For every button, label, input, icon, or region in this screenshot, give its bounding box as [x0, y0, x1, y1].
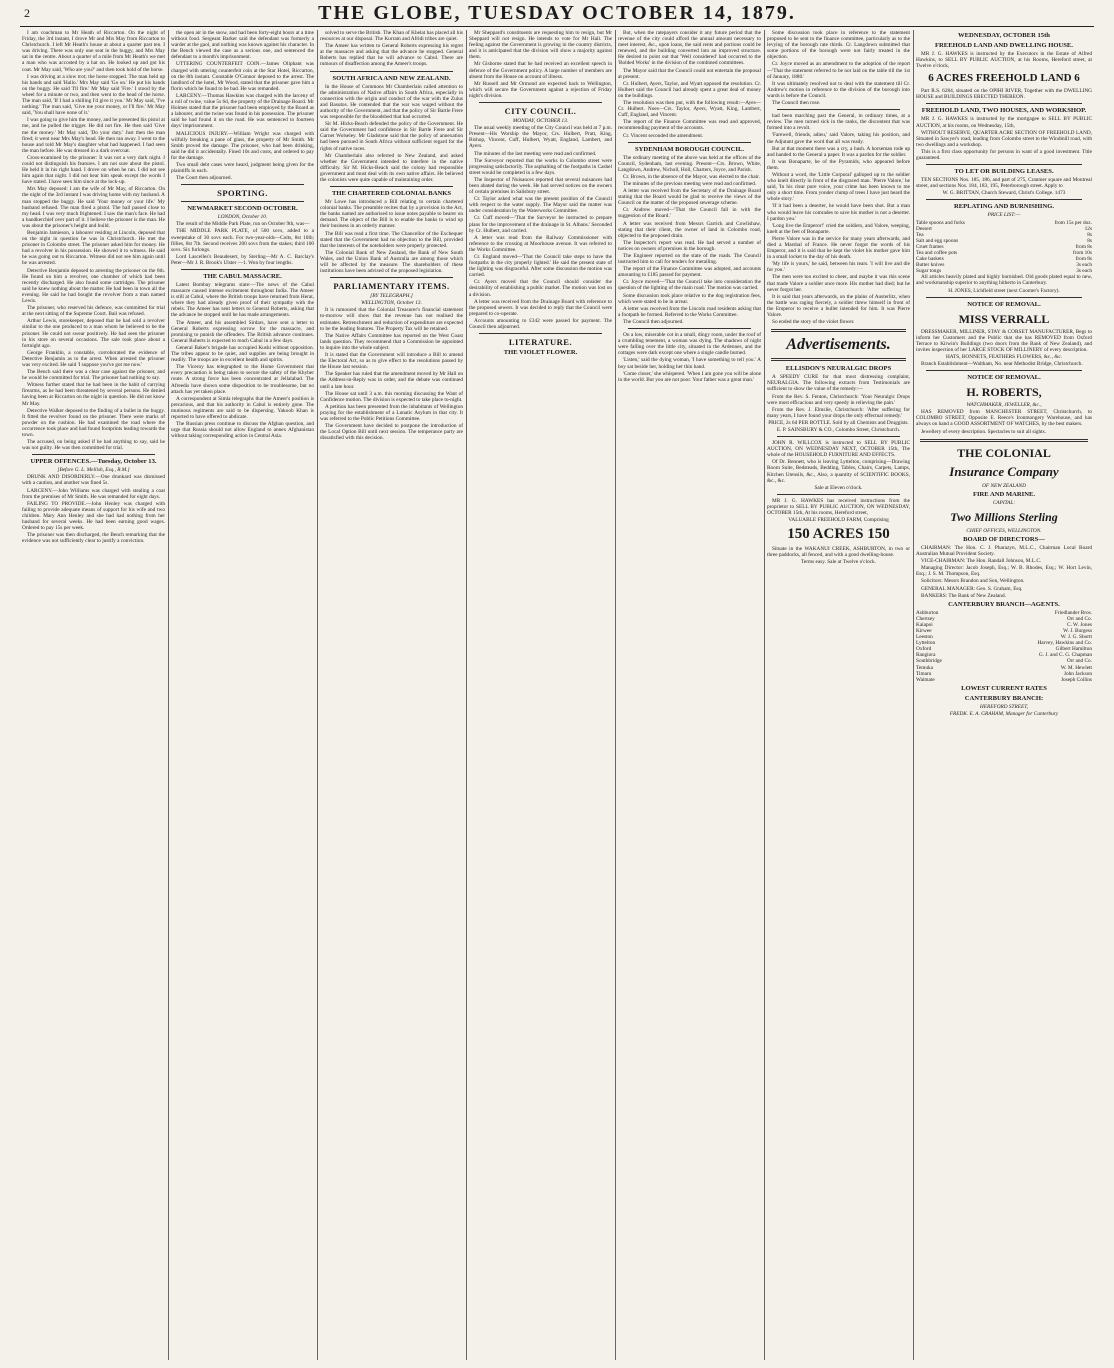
dateline: LONDON, October 10. [217, 214, 268, 221]
ad-paragraph: A SPEEDY CURE for that most distressing complaint, NEURALGIA. The following extracts from Testimonials are sufficient to show the value of the remedy:— [767, 374, 910, 393]
section-rule [330, 277, 453, 278]
agent-row: Ashburton Friedlander Bros. [916, 609, 1092, 616]
article-paragraph: The Court then adjourned. [176, 175, 232, 182]
ad-paragraph: JOHN R. WILLCOX is instructed to SELL BY PUBLIC AUCTION, ON WEDNESDAY NEXT, OCTOBER 15th, The whole of the HOUSEHOLD FURNITURE AND EFFECTS. [767, 440, 910, 459]
price-list-label: PRICE LIST:— [987, 212, 1021, 219]
agent-row: Kaiapoi C. W. Jones [916, 621, 1092, 628]
story-paragraph: On a low, miserable cot in a small, dingy room, under the roof of a crumbling tenement, a woman was dying. The shadows of night were falling over the little city, situated in the Ardennes, and the cottages were dark except one where a single candle burned. [618, 332, 761, 357]
ad-contact: H. JONES, Lichfield street (next Coomer's Factory). [948, 287, 1060, 294]
ad-title: REPLATING AND BURNISHING. [953, 203, 1055, 211]
ad-paragraph: Branch Establishment—Waltham, No. near Methodist Bridge, Christchurch. [921, 361, 1083, 368]
agents-heading: CANTERBURY BRANCH—AGENTS. [948, 600, 1060, 608]
ad-contact: W. G. BRITTAN, Church Steward, Christ's College. 1473 [942, 190, 1066, 197]
ad-paragraph: HATS, BONNETS, FEATHERS FLOWERS, &c., &c. [945, 354, 1063, 360]
capital-label: CAPITAL: [992, 499, 1016, 506]
price-row: Cruet frames from 8s [916, 243, 1092, 250]
article-paragraph: A letter was received from the Lincoln road residents asking that a footpath be formed. Referred to the Works Committee. [618, 305, 761, 318]
ad-paragraph: VICE-CHAIRMAN: The Hon. Randall Johnson, M.L.C. [921, 558, 1042, 565]
literature-heading: LITERATURE. [508, 337, 573, 348]
story-paragraph: 'Come closer,' she whispered. 'When I am gone you will be alone in the world. But you are not poor. Your father was a great man.' [618, 370, 761, 383]
section-rule [777, 494, 900, 495]
article-paragraph: Cross-examined by the prisoner: It was not a very dark night. I could not distinguish his features. I am not sure about the pistol. He held it in his right hand. I drove on when he ran. I did not see him again that night. I did not hear him speak except the words I have stated. I have seen him since at the lock-up. [22, 154, 165, 186]
price-row: Sugar tongs 3s each [916, 268, 1092, 275]
price-row: Dessert 12s [916, 225, 1092, 232]
agent-row: Timaru John Jackson [916, 670, 1092, 677]
dateline: WELLINGTON, October 13. [361, 300, 422, 307]
article-paragraph: FAILING TO PROVIDE.—John Henley was charged with failing to provide adequate means of support for his wife and two children. Mary Ann Henley and she had had nothing from her husband for several weeks. He had been earning good wages. Ordered to pay 15s per week. [22, 500, 165, 532]
price-row: Table spoons and forks from 15s per doz. [916, 219, 1092, 226]
agent-row: Waimate Joseph Collins [916, 676, 1092, 683]
story-paragraph: 'Listen,' said the dying woman, 'I have something to tell you.' A boy sat beside her, holding her thin hand. [618, 357, 761, 370]
article-paragraph: It is stated that the Government will introduce a Bill to amend the Electoral Act, so as to give effect to the resolutions passed by the House last session. [320, 352, 463, 371]
agents-list [916, 610, 1092, 683]
column-6 [767, 30, 910, 1360]
article-paragraph: Arthur Lewis, storekeeper, deposed that he had sold a revolver similar to the one produced to a man whom he believed to be the prisoner. He could not swear positively. He had seen the prisoner in his store on several occasions. The sale took place about a fortnight ago. [22, 318, 165, 349]
ad-paragraph: From the Rev. S. Fenton, Christchurch: 'Your Neuralgic Drops were most efficacious and very speedy in relieving the pain.' [767, 393, 910, 406]
article-paragraph: Mr Russell and Mr Ormond are expected back to Wellington, which will secure the Government against a rejection of Friday night's division. [469, 80, 612, 99]
agent-row: Rangiora G. J. and C. G. Chapman [916, 652, 1092, 659]
ad-paragraph: Solicitors: Messrs Brandon and Son, Wellington. [921, 578, 1025, 585]
ad-paragraph: All articles heavily plated and highly burnished. Old goods plated equal to new, and workmanship superior to anything hitherto in Canterbury. [916, 274, 1092, 287]
article-paragraph: The Bill was read a first time. The Chancellor of the Exchequer stated that the Government had no objection to the Bill, provided that the interests of the noteholders were properly protected. [320, 230, 463, 249]
court-subheading: [Before G. L. Mellish, Esq., R.M.] [57, 467, 130, 474]
section-rule [920, 439, 1088, 442]
article-paragraph: Mrs May deposed: I am the wife of Mr May, of Riccarton. On the night of the 3rd instant I was driving home with my husband. A man stopped the buggy. He said 'Your money or your life.' My husband refused. The man fired a pistol. The ball passed close to my head. I was very much frightened. I saw the man's face. He had a handkerchief over part of it. I believe the prisoner is the man. He was about the prisoner's height and build. [22, 186, 165, 229]
article-paragraph: the open air in the snow, and had been forty-eight hours at a time without food. Sergeant Barker said the defendant was formerly a warder at the gaol, and nothing was known against his character. In the Bench viewed the case as a serious one, and sentenced the defendant to a month's imprisonment. [171, 30, 314, 61]
article-paragraph: I was driving at a slow trot; the horse stopped. The man held up his hands and said 'Hallo.' Mrs May said 'Go on.' He put his hands on the buggy. He said 'I'll fire.' Mr May said 'Fire.' I stood by the wheel for a minute or two, and then went to the head of the horse. The man said, 'If I had a shilling I'd give it you.' Mr May said, 'I've nothing.' The man said, 'Give me your money, or I'll fire.' Mr May said, 'You shall have none of it.' [22, 73, 165, 117]
advertisements-heading: Advertisements. [786, 336, 891, 354]
advertiser-name: H. ROBERTS, [966, 385, 1042, 400]
section-rule [777, 436, 900, 437]
article-paragraph: The Viceroy has telegraphed to the Home Government that every precaution is being taken to secure the safety of the Khyber route. A strong force has been concentrated at Jellalabad. The Afreedis have shown some disposition to be troublesome, but no attack has yet taken place. [171, 364, 314, 395]
article-paragraph: The Council then adjourned. [623, 318, 684, 325]
story-paragraph: The men were too excited to cheer, and maybe it was this scene that made Valore a soldier once more. His mother had died; but he never forgot her. [767, 274, 910, 293]
article-paragraph: Mr Sheppard's constituents are requesting him to resign, but Mr Sheppard will not resign. He intends to vote for Mr Hall. The feeling against the Government is growing in the country districts, and it is anticipated that the division will show a majority against them. [469, 30, 612, 61]
newmarket-heading: NEWMARKET SECOND OCTOBER. [187, 205, 298, 213]
article-paragraph: I am coachman to Mr Heath of Riccarton. On the night of Friday, the 3rd instant, I drove Mr and Mrs May from Riccarton to Christchurch. I left Mr Heath's house at about a quarter past ten. I was driving. There was only one seat in the buggy, and Mrs May sat in the centre. About a quarter of a mile from Mr Heath's we met a man who was accosted by a hat on. He looked up and got his coat. Mr May said, 'Who are you?' and then took hold of the horse. [22, 30, 165, 73]
ad-title: TO LET OR BUILDING LEASES. [954, 168, 1054, 176]
article-paragraph: DRUNK AND DISORDERLY.—One drunkard was dismissed with a caution, and another was fined 5s. [22, 474, 165, 487]
article-paragraph: Cr. England moved—'That the Council take steps to have the footpaths in the city properly lighted.' He said the present state of the lighting was disgraceful. After some discussion the motion was carried. [469, 254, 612, 279]
article-paragraph: I was going to give him the money, and he presented his pistol at me, and he pulled the trigger. He did not fire. He then said 'Give me the money.' Mr May said, 'Do your duty.' Just then the man fired; it went near Mrs May's head. He then ran away. I went to the house and told Mr May's daughter what had happened. I had seen the man before. He was dressed in a dark overcoat. [22, 117, 165, 154]
section-rule [926, 103, 1082, 104]
section-rule [330, 71, 453, 72]
insurance-capital: Two Millions Sterling [950, 509, 1058, 524]
section-rule [777, 109, 900, 110]
section-rule [181, 269, 304, 270]
parliamentary-heading: PARLIAMENTARY ITEMS. [333, 281, 450, 292]
agent-row: Chertsey Orr and Co. [916, 615, 1092, 622]
article-paragraph: The Surveyor reported that the works in Colombo street were progressing satisfactorily. The asphalting of the footpaths in Cashel street would be completed in a few days. [469, 157, 612, 176]
column-3 [320, 30, 463, 1360]
article-paragraph: A petition has been presented from the inhabitants of Wellington praying for the establishment of a Lunatic Asylum in that city. It was referred to the Public Petitions Committee. [320, 403, 463, 422]
ad-agent: E. P. SAINSBURY & CO., Colombo Street, Christchurch. [776, 426, 901, 433]
price-list [916, 220, 1092, 275]
column-rule [317, 30, 318, 1360]
insurance-line: FIRE AND MARINE. [972, 490, 1036, 498]
section-rule [330, 186, 453, 187]
story-paragraph: It was Bonaparte, he of the Pyramids, who appeared before them. [767, 158, 910, 171]
section-rule [926, 199, 1082, 200]
article-paragraph: A letter was read from the Railway Commissioner with reference to the crossing at Moorhouse avenue. It was referred to the Works Committee. [469, 234, 612, 253]
article-paragraph: The Speaker has ruled that the amendment moved by Mr Hall on the Address-in-Reply was in order, and the debate was continued until a late hour. [320, 371, 463, 390]
story-paragraph: So ended the story of the violet flower. [772, 319, 855, 326]
ad-paragraph: Part R.S. 6284, situated on the OPIHI RIVER, Together with the DWELLING HOUSE and BUILDINGS ERECTED THEREON. [916, 88, 1092, 101]
section-rule [628, 142, 751, 143]
article-paragraph: Witness further stated that he had been in the habit of carrying firearms, as he had been threatened by several persons. He denied having been at Riccarton on the night in question. He did not know Mr May. [22, 382, 165, 407]
agent-row: Oxford Gilbert Hamilton [916, 646, 1092, 653]
article-paragraph: A letter was received from Messrs Garrick and Cowlishaw, stating that their client, the owner of land in Colombo road, objected to the proposed drain. [618, 220, 761, 239]
agent-row: Southbridge Orr and Co. [916, 658, 1092, 665]
article-paragraph: Sir M. Hicks-Beach defended the policy of the Government. He said the Government had confidence in Sir Bartle Frere and Sir Garnet Wolseley. Mr Gladstone said that the policy of annexation had been pursued in South Africa without sufficient regard for the rights of native races. [320, 121, 463, 152]
story-paragraph: It is said that years afterwards, on the plains of Austerlitz, when the battle was raging fiercely, a soldier threw himself in front of the Emperor to receive a bullet intended for him. It was Pierre Valore. [767, 293, 910, 319]
ad-paragraph: Managing Director: Jacob Joseph, Esq.; W. B. Rhodes, Esq.; W. Hort Levin, Esq.; J. S. M. Thompson, Esq. [916, 565, 1092, 578]
ad-paragraph: MR J. G. HAWKES is instructed by the mortgagee to SELL BY PUBLIC AUCTION, at his rooms, on Wednesday, 15th, [916, 116, 1092, 129]
ad-paragraph: MR J. G. HAWKES is instructed by the Executors in the Estate of Alfred Hawkins, to SELL BY PUBLIC AUCTION, at his Rooms, Hereford street, at Twelve o'clock, [916, 51, 1092, 70]
story-paragraph: 'Long live the Emperor!' cried the soldiers, and Valore, weeping, knelt at the feet of Bonaparte. [767, 222, 910, 235]
article-paragraph: Cr. Ayers moved that the Council should consider the desirability of establishing a public market. The motion was lost on a division. [469, 279, 612, 298]
article-paragraph: Some discussion took place relative to the dog registration fees, which were stated to be in arrear. [618, 292, 761, 305]
section-rule [181, 184, 304, 185]
article-paragraph: Cr. Taylor asked what was the present position of the Council with respect to the water supply. The Mayor said the matter was under consideration by the Waterworks Committee. [469, 196, 612, 215]
article-paragraph: Cr. Andrew moved—'That the Council fall in with the suggestion of the Board.' [618, 207, 761, 220]
sporting-heading: SPORTING. [217, 188, 268, 199]
article-paragraph: THE MIDDLE PARK PLATE, of 500 sovs, added to a sweepstake of 30 sovs each. For two-year-olds—Colts, 8st 10lb; fillies, 8st 7lb. Second receives 200 sovs from the stakes; third 100 sovs. Six furlongs. [171, 228, 314, 253]
ad-paragraph: TEN SECTIONS Nos. 185, 186, and part of 275, Cranmer square and Montreal street, and sections Nos. 184, 183, 195, Peterborough street. Apply to [916, 177, 1092, 190]
article-paragraph: solved to serve the British. The Khan of Khelat has placed all his resources at our disposal. The Kurram and Afridi tribes are quiet. [320, 30, 463, 43]
branch-heading: CANTERBURY BRANCH: [964, 694, 1044, 702]
branch-manager: FREDK. E. A. GRAHAM, Manager for Canterbury [949, 710, 1059, 717]
article-paragraph: The prisoner was then discharged, the Bench remarking that the evidence was not sufficiently clear to justify a conviction. [22, 532, 165, 545]
article-paragraph: Cr. Cuff moved—'That the Surveyor be instructed to prepare plans for the improvement of the drainage in St. Albans.' Seconded by Cr. Hulbert, and carried. [469, 215, 612, 234]
newspaper-title: THE GLOBE, TUESDAY OCTOBER 14, 1879. [318, 2, 796, 24]
article-paragraph: MALICIOUS INJURY.—William Wright was charged with wilfully breaking a pane of glass, the property of Mr Smith. Mr Smith proved the damage. The prisoner, who had been drinking, said he did it accidentally. Fined 10s and costs, and ordered to pay for the damage. [171, 130, 314, 161]
story-paragraph: But at that moment there was a cry, a hush. A horseman rode up and handed to the General a paper. It was a pardon for the soldier. [767, 145, 910, 158]
board-heading: BOARD OF DIRECTORS— [963, 535, 1045, 543]
column-rule [168, 30, 169, 1360]
column-4 [469, 30, 612, 1360]
ad-title: NOTICE OF REMOVAL. [967, 374, 1041, 382]
article-paragraph: The Government have decided to postpone the introduction of the Local Option Bill until next session. The temperance party are dissatisfied with this decision. [320, 423, 463, 442]
price-row: Tea and coffee pots from 10s [916, 249, 1092, 256]
ad-paragraph: BANKERS: The Bank of New Zealand. [921, 592, 1006, 599]
ad-price: PRICE, 2s 6d PER BOTTLE. Sold by all Chemists and Druggists. [768, 419, 909, 426]
article-paragraph: Detective Walker deposed to the finding of a bullet in the buggy. It fitted the revolver found on the prisoner. There were marks of powder on the cushion. He had examined the road where the occurrence took place and had found footprints leading towards the town. [22, 407, 165, 438]
ad-paragraph: From the Rev. J. Elmslie, Christchurch: 'After suffering for many years, I have found your drops the only effectual remedy.' [767, 406, 910, 419]
article-paragraph: George Franklin, a constable, corroborated the evidence of Detective Benjamin as to the arrest. When arrested the prisoner was very excited. He said 'I suppose you've got me now.' [22, 349, 165, 368]
ad-paragraph: This is a first class opportunity for persons in want of a good investment. Title guaranteed. [916, 148, 1092, 162]
column-5 [618, 30, 761, 1360]
section-rule [771, 329, 906, 332]
article-paragraph: The Mayor said that the Council could not entertain the proposal at present. [618, 67, 761, 80]
article-paragraph: The House sat until 3 a.m. this morning discussing the Want of Confidence motion. The division is expected to take place to-night. [320, 390, 463, 403]
agent-row: Temuka W. M. Hewlett [916, 664, 1092, 671]
agent-row: Lyttelton Harvey, Hawkins and Co. [916, 640, 1092, 647]
article-paragraph: The usual weekly meeting of the City Council was held at 7 p.m. Present—His Worship the Mayor, Crs. Hulbert, Pratt, King, Bishop, Vincent, Cuff, Hulbert, Wyatt, England, Lambert, and Ayers. [469, 125, 612, 150]
article-paragraph: The report of the Finance Committee was adopted, and accounts amounting to £185 passed for payment. [618, 266, 761, 279]
article-paragraph: The resolution was then put, with the following result:—Ayes—Cr. Hulbert. Noes—Crs. Taylor, Ayers, Wyatt, King, Lambert, Cuff, England, and Vincent. [618, 100, 761, 119]
article-paragraph: Latest Bombay telegrams state:—The news of the Cabul massacre caused intense excitement throughout India. The Ameer is still at Cabul, where the British troops have returned from Herat, where they had already given proof of their sympathy with the rebels. The Ameer has sent letters to General Roberts, asking that the advance be stopped until he has made arrangements. [171, 282, 314, 319]
story-title: THE VIOLET FLOWER. [503, 349, 578, 357]
rates-heading: LOWEST CURRENT RATES [961, 684, 1047, 692]
article-paragraph: A letter was received from the Secretary of the Drainage Board stating that the Board would be glad to receive the views of the Council on the matter of the proposed sewerage scheme. [618, 188, 761, 207]
article-paragraph: The Bench said there was a clear case against the prisoner, and he would be committed for trial. The prisoner had nothing to say. [22, 369, 165, 382]
article-paragraph: Cr. Hulbert, Ayers, Taylor, and Wyatt opposed the resolution. Cr. Hulbert said the Council had already spent a great deal of money on the buildings. [618, 80, 761, 99]
column-rule [466, 30, 467, 1360]
advertiser-name: MISS VERRALL [958, 311, 1050, 326]
agent-row: Kirwee W. J. Burgess [916, 627, 1092, 634]
column-7 [916, 30, 1092, 1360]
story-paragraph: 'Farewell, friends, adieu,' said Valore, taking his position, and the Adjutant gave the word that all was ready. [767, 132, 910, 145]
ad-sale-time: Terms easy. Sale at Twelve o'clock. [801, 559, 876, 566]
banks-heading: THE CHARTERED COLONIAL BANKS [331, 190, 452, 198]
article-paragraph: The result of the Middle Park Plate, run on October 9th, was— [176, 221, 310, 228]
insurance-offices: CHIEF OFFICES, WELLINGTON. [966, 527, 1042, 534]
ad-title: FREEHOLD LAND AND DWELLING HOUSE. [935, 42, 1073, 49]
section-rule [926, 370, 1082, 371]
story-paragraph: 'If it had been a deserter, he would have been shot. But a man who would leave his comrades to save his mother is not a deserter. I pardon you.' [767, 203, 910, 222]
sydenham-heading: SYDENHAM BOROUGH COUNCIL. [635, 145, 744, 153]
story-paragraph: 'My life is yours,' he said, between his tears. 'I will live and die for you.' [767, 261, 910, 274]
article-paragraph: UTTERING COUNTERFEIT COIN.—James Oliphant was charged with uttering counterfeit coin at the Star Hotel, Riccarton, on the 8th instant. Constable O'Connor deposed to the arrest. The landlord of the hotel, Mr Wood, stated that the prisoner gave him a florin which he found to be bad. He was remanded. [171, 61, 314, 92]
article-paragraph: Some discussion took place in reference to the statement proposed to be sent to the finance committee, particularly as to the levying of the borough rate thirds. Cr. Langdown submitted that some portions of the borough were not fairly treated in the objection. [767, 30, 910, 61]
ad-paragraph: Jewellery of every description. Spectacles to suit all sights. [921, 428, 1047, 435]
article-paragraph: General Baker's brigade has occupied Kushi without opposition. The tribes appear to be quiet, and supplies are being brought in readily. The troops are in excellent health and spirits. [171, 344, 314, 364]
advertiser-trade: WATCHMAKER, JEWELLER, &c., [966, 402, 1042, 409]
acres-display: 150 ACRES 150 [787, 526, 890, 543]
column-rule [764, 30, 765, 1360]
article-paragraph: The minutes of the previous meeting were read and confirmed. [623, 180, 757, 187]
section-rule [926, 164, 1082, 165]
ad-paragraph: CHAIRMAN: The Hon. C. J. Pharazyn, M.L.C., Chairman Local Board Australian Mutual Provident Society. [916, 544, 1092, 558]
article-paragraph: The Native Affairs Committee has reported on the West Coast lands question. They recommend that a Commission be appointed to inquire into the whole subject. [320, 332, 463, 351]
column-2 [171, 30, 314, 1360]
ad-paragraph: GENERAL MANAGER: Geo. S. Graham, Esq. [921, 585, 1023, 592]
article-paragraph: Benjamin Jamieson, a labourer residing at Lincoln, deposed that on the night in question he was in Christchurch. He met the prisoner in Colombo street. The prisoner asked him for money. He had a revolver in his possession. He showed it to witness. He said he was going out to Riccarton. Witness did not see him again until he was arrested. [22, 230, 165, 267]
south-africa-heading: SOUTH AFRICA AND NEW ZEALAND. [332, 74, 451, 82]
city-council-heading: CITY COUNCIL. [504, 106, 577, 117]
section-rule [926, 297, 1082, 298]
article-paragraph: Mr Chamberlain also referred to New Zealand, and asked whether the Government intended to interfere in the native difficulty. Sir M. Hicks-Beach said the colony had responsible government and must deal with its own native affairs. He believed the colonists were quite capable of maintaining order. [320, 152, 463, 183]
section-rule [479, 333, 602, 334]
insurance-company-name: THE COLONIAL [957, 445, 1051, 460]
ad-paragraph: Of Dr. Bennett, who is leaving Lyttelton, comprising—Drawing Room Suite, Bedsteads, Bedding, Tables, Chairs, Carpets, Lamps, Kitchen Utensils, &c., Also, a quantity of SCIENTIFIC BOOKS, &c., &c. [767, 459, 910, 484]
telegraph-line: [BY TELEGRAPH.] [370, 293, 413, 300]
article-paragraph: Mr Gisborne stated that he had received an excellent speech in defence of the Government policy. A large number of members are absent from the House on account of illness. [469, 61, 612, 80]
article-paragraph: The Ameer, and his assembled Sirdars, have sent a letter to General Roberts expressing sorrow for the massacre, and promising to punish the offenders. The British advance continues. General Roberts is expected to reach Cabul in a few days. [171, 319, 314, 344]
insurance-company-name: Insurance Company [949, 463, 1059, 479]
article-paragraph: The minutes of the last meeting were read and confirmed. [474, 150, 597, 157]
ad-paragraph: WITHOUT RESERVE, QUARTER ACRE SECTION OF FREEHOLD LAND, Situated in Sawyer's road, leading from Colombo street to the Windmill road, with two dwellings and a workshop. [916, 129, 1092, 148]
ad-paragraph: DRESSMAKER, MILLINER, STAY & CORSET MANUFACTURER, Begs to inform her Customers and the Public that she has REMOVED from Oxford Terrace to Kirwin's Buildings (two doors from the Bank of New Zealand), and invites inspection of her LARGE STOCK OF MILLINERY of every description. [916, 328, 1092, 353]
article-paragraph: Accounts amounting to £342 were passed for payment. The Council then adjourned. [469, 317, 612, 331]
article-paragraph: A letter was received from the Drainage Board with reference to the proposed sewers. It was decided to reply that the Council were prepared to co-operate. [469, 298, 612, 317]
acres-display: 6 ACRES FREEHOLD LAND 6 [928, 72, 1080, 85]
article-paragraph: The Ameer has written to General Roberts expressing his regret at the massacre and asking that the advance be stopped. General Roberts has replied that he will advance to Cabul. There are rumours of disaffection among the Ameer's troops. [320, 43, 463, 68]
article-paragraph: In the House of Commons Mr Chamberlain called attention to the administration of Native affairs in South Africa, especially in connection with the origin and conduct of the war with the Zulus and Basutos. He contended that the war was waged without the authority of the Government, and that the policy of Sir Bartle Frere was responsible for the bloodshed that had occurred. [320, 83, 463, 121]
price-row: Salt and egg spoons 8s [916, 237, 1092, 244]
court-heading: UPPER OFFENCES.—Tuesday, October 13. [30, 458, 157, 466]
article-paragraph: But, when the ratepayers consider it any future period that the revenue of the city could afford the annual amount necessary to meet interest, &c., upon loans, the said rents and portions could be renewed, and the building converted into an improved structure. He desired to point out that 'Well considered' had occurred to the 'Bolded Works' in the division of the combined committees. [618, 30, 761, 67]
page-number: 2 [24, 6, 30, 20]
insurance-region: OF NEW ZEALAND [982, 482, 1026, 489]
ad-paragraph: Situate in the WAKANUI CREEK, ASHBURTON, in two or three paddocks, all fenced, and with a good dwelling-house. [767, 546, 910, 559]
section-rule [181, 201, 304, 202]
article-paragraph: It is rumoured that the Colonial Treasurer's financial statement to-morrow will show that the revenue has not realised the estimates. Retrenchment and reduction of expenditure are expected to be the leading features. The Property Tax will be retained. [320, 307, 463, 332]
ad-paragraph: VALUABLE FREEHOLD FARM, Comprising [788, 517, 889, 524]
article-paragraph: LARCENY.—Thomas Hawkins was charged with the larceny of a roll of twine, value 5s 6d, the property of the Drainage Board. Mr Holmes stated that the prisoner had been employed by the Board as a labourer, and the twine was found in his possession. The prisoner said he had found it on the road. He was sentenced to fourteen days' imprisonment. [171, 92, 314, 130]
article-paragraph: Cr. Vincent seconded the amendment. [623, 132, 704, 139]
article-paragraph: Two small debt cases were heard, judgment being given for the plaintiffs in each. [171, 161, 314, 175]
article-paragraph: The prisoner, who reserved his defence, was committed for trial at the next sitting of the Supreme Court. Bail was refused. [22, 305, 165, 318]
article-paragraph: Mr Lowe has introduced a Bill relating to certain chartered colonial banks. The preamble recites that by a provision in the Act, the banks named are authorised to issue notes payable to bearer on demand. The object of the Bill is to enable the banks to wind up their business in an orderly manner. [320, 199, 463, 230]
article-paragraph: The Council then rose. [772, 100, 821, 107]
section-rule [628, 328, 751, 329]
story-paragraph: Without a word, the 'Little Corporal' galloped up to the soldier who knelt directly in front of the disgraced man. 'Pierre Valore,' he said, 'In his clear pure voice, your crime has been known to me only a short time. From yonder clump of trees I have just heard the whole story.' [767, 171, 910, 203]
ad-paragraph: HAS REMOVED from MANCHESTER STREET, Christchurch, to COLOMBO STREET, Opposite E. Reece's Ironmongery Warehouse, and has always on hand a GOOD ASSORTMENT OF WATCHES, by the best makers. [916, 409, 1092, 428]
article-paragraph: LARCENY.—John Williams was charged with stealing a coat from the premises of Mr Smith. He was remanded for eight days. [22, 487, 165, 500]
article-paragraph: The Inspector's report was read. He had served a number of notices on owners of premises in the borough. [618, 239, 761, 252]
article-paragraph: The Engineer reported on the state of the roads. The Council instructed him to call for tenders for metalling. [618, 253, 761, 266]
article-paragraph: Cr. Joyce moved—'That the Council take into consideration the question of the lighting of the main road.' The motion was carried. [618, 279, 761, 292]
price-row: Butter knives 3s each [916, 262, 1092, 269]
price-row: Tea 8s [916, 231, 1092, 238]
ad-title: NOTICE OF REMOVAL. [967, 300, 1041, 308]
article-paragraph: Cr. Joyce moved as an amendment to the adoption of the report—'That the statement referred to be not laid on the table till the 1st of January, 1880.' [767, 61, 910, 80]
column-rule [615, 30, 616, 1360]
column-rule [913, 30, 914, 1360]
price-row: Cake baskets from 8s [916, 256, 1092, 263]
article-paragraph: The Colonial Bank of New Zealand, the Bank of New South Wales, and the Union Bank of Australia are among those which will be affected by the measure. The shareholders of these institutions have been advised of the proposed legislation. [320, 249, 463, 275]
ad-paragraph: MR J. G. HAWKES has received instructions from the proprietor to SELL BY PUBLIC AUCTION, ON WEDNESDAY, OCTOBER 15th, At his rooms, Hereford street, [767, 497, 910, 516]
article-paragraph: Lord Lascelles's Beaudesert, by Sterling—Mr A. C. Barclay's Peter—Mr J. R. Brook's Ulster —1. Won by four lengths. [171, 253, 314, 266]
story-paragraph: had been marching past the General, in ordinary times, at a review. The men turned sick in the ranks, the discontent that was formed into a revolt. [767, 113, 910, 132]
ad-date: WEDNESDAY, OCTOBER 15th [958, 32, 1050, 39]
ellisdon-ad-title: ELLISDON'S NEURALGIC DROPS [785, 365, 892, 373]
column-1 [22, 30, 165, 1360]
section-rule [32, 454, 155, 455]
article-paragraph: It was ultimately resolved not to deal with the statement till Cr. Andrew's motion in reference to the division of the borough into wards is before the Council. [767, 80, 910, 99]
agent-row: Leeston W. J. G. Shortt [916, 634, 1092, 641]
branch-address: HEREFORD STREET, [979, 703, 1029, 710]
article-paragraph: A correspondent at Simla telegraphs that the Ameer's position is precarious, and that his authority in Cabul is entirely gone. The mutinous regiments are said to be dispersing. Yakoob Khan is reported to have offered to abdicate. [171, 395, 314, 420]
article-paragraph: The accused, on being asked if he had anything to say, said he was not guilty. He was then committed for trial. [22, 439, 165, 452]
section-rule [479, 102, 602, 103]
article-paragraph: The report of the Finance Committee was read and approved, recommending payment of the accounts. [618, 119, 761, 132]
article-paragraph: The ordinary meeting of the above was held at the offices of the Council, Sydenham, last evening. Present—Crs. Brown, White, Langdown, Andrew, Nicholl, Holl, Charters, Joyce, and Parish. [618, 154, 761, 173]
masthead [20, 0, 1094, 27]
article-paragraph: The Inspector of Nuisances reported that several nuisances had been abated during the week. He had served notices on the owners of certain premises in Salisbury street. [469, 176, 612, 196]
ad-sale-time: Sale at Eleven o'clock. [814, 484, 863, 491]
article-paragraph: Detective Benjamin deposed to arresting the prisoner on the 6th. He found on him a revolver, one chamber of which had been recently discharged. He also found some cartridges. The prisoner said he knew nothing about the matter. He had been in town all the evening. He said he had bought the revolver from a man named Lewis. [22, 267, 165, 305]
section-rule [771, 358, 906, 361]
article-paragraph: Cr. Brown, in the absence of the Mayor, was elected to the chair. [623, 173, 760, 180]
article-paragraph: The Russian press continue to discuss the Afghan question, and urge that Russia should not allow England to annex Afghanistan without taking corresponding action in Central Asia. [171, 421, 314, 440]
ad-title: FREEHOLD LAND, TWO HOUSES, AND WORKSHOP. [921, 107, 1087, 115]
cabul-heading: THE CABUL MASSACRE. [203, 273, 282, 280]
dateline: MONDAY, OCTOBER 13. [512, 118, 569, 125]
story-paragraph: Pierre Valore was in the service for many years afterwards, and died a Marshal of France. He never forgot the words of his Emperor, and it is said that he kept the violet his mother gave him in a small locket to the day of his death. [767, 235, 910, 261]
